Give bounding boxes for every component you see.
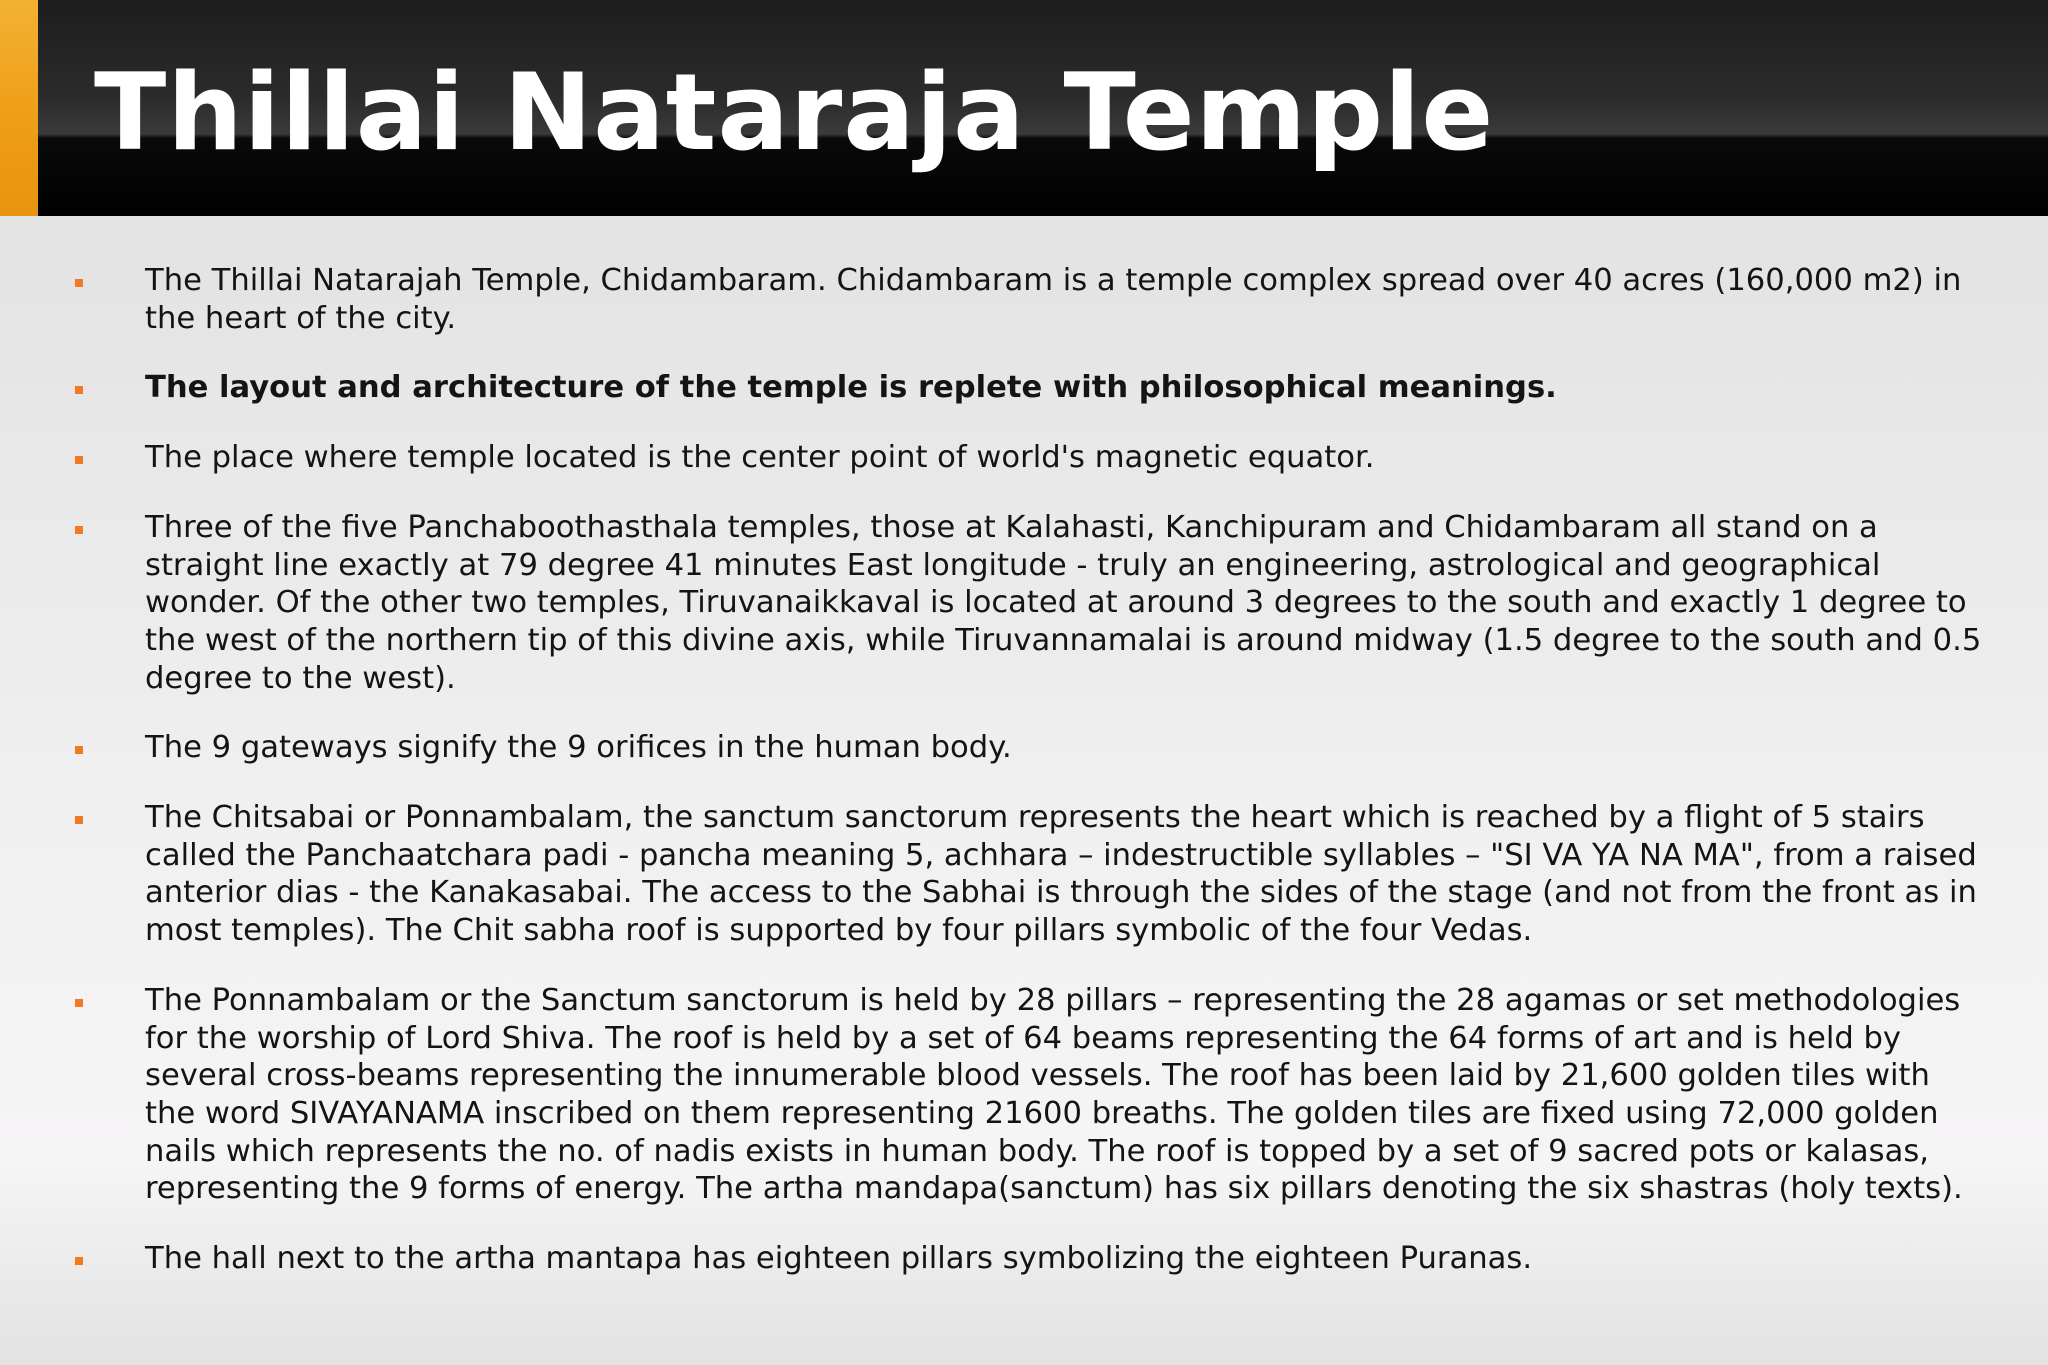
bullet-text: The place where temple located is the center point of world's magnetic equator. [145,440,1375,476]
bullet-item [0,1240,2048,1278]
bullet-text: The 9 gateways signify the 9 orifices in the human body. [145,730,1012,766]
bullet-icon [75,746,83,754]
bullet-item [0,799,2048,950]
bullet-item [0,982,2048,1208]
slide-title: Thillai Nataraja Temple [94,51,1495,174]
bullet-icon [75,999,83,1007]
bullet-text: The Ponnambalam or the Sanctum sanctorum is held by 28 pillars – representing the 28 agamas or set methodologies for the worship of Lord Shiva. The roof is held by a set of 64 beams representing the 64 forms of art and is held by several cross-beams representing the innumerable blood vessels. The roof has been laid by 21,600 golden tiles with the word SIVAYANAMA inscribed on them representing 21600 breaths. The golden tiles are fixed using 72,000 golden nails which represents the no. of nadis exists in human body. The roof is topped by a set of 9 sacred pots or kalasas, representing the 9 forms of energy. The artha mandapa(sanctum) has six pillars denoting the six shastras (holy texts). [145,982,1963,1207]
title-bar [0,0,2048,216]
bullet-icon [75,279,83,287]
bullet-text: Three of the five Panchaboothasthala temples, those at Kalahasti, Kanchipuram and Chidambaram all stand on a straight line exactly at 79 degree 41 minutes East longitude - truly an engineering, astrological and geographical wonder. Of the other two temples, Tiruvanaikkaval is located at around 3 degrees to the south and exactly 1 degree to the west of the northern tip of this divine axis, while Tiruvannamalai is around midway (1.5 degree to the south and 0.5 degree to the west). [145,509,1982,696]
bullet-icon [75,456,83,464]
bullet-icon [75,386,83,394]
bullet-text: The layout and architecture of the temple is replete with philosophical meanings. [145,370,1557,406]
accent-stripe [0,0,38,216]
bullet-item [0,729,2048,767]
bullet-icon [75,1257,83,1265]
bullet-item [0,369,2048,407]
bullet-text: The hall next to the artha mantapa has eighteen pillars symbolizing the eighteen Puranas. [145,1241,1533,1277]
bullet-text: The Thillai Natarajah Temple, Chidambaram. Chidambaram is a temple complex spread over 40 acres (160,000 m2) in the heart of the city. [145,263,1962,336]
bullet-item [0,509,2048,698]
bullet-item [0,439,2048,477]
bullet-item [0,262,2048,337]
bullet-icon [75,526,83,534]
bullet-text: The Chitsabai or Ponnambalam, the sanctum sanctorum represents the heart which is reached by a flight of 5 stairs called the Panchaatchara padi - pancha meaning 5, achhara – indestructible syllables – "SI VA YA NA MA", from a raised anterior dias - the Kanakasabai. The access to the Sabhai is through the sides of the stage (and not from the front as in most temples). The Chit sabha roof is supported by four pillars symbolic of the four Vedas. [145,800,1977,949]
slide-content [0,262,2048,1310]
bullet-icon [75,816,83,824]
